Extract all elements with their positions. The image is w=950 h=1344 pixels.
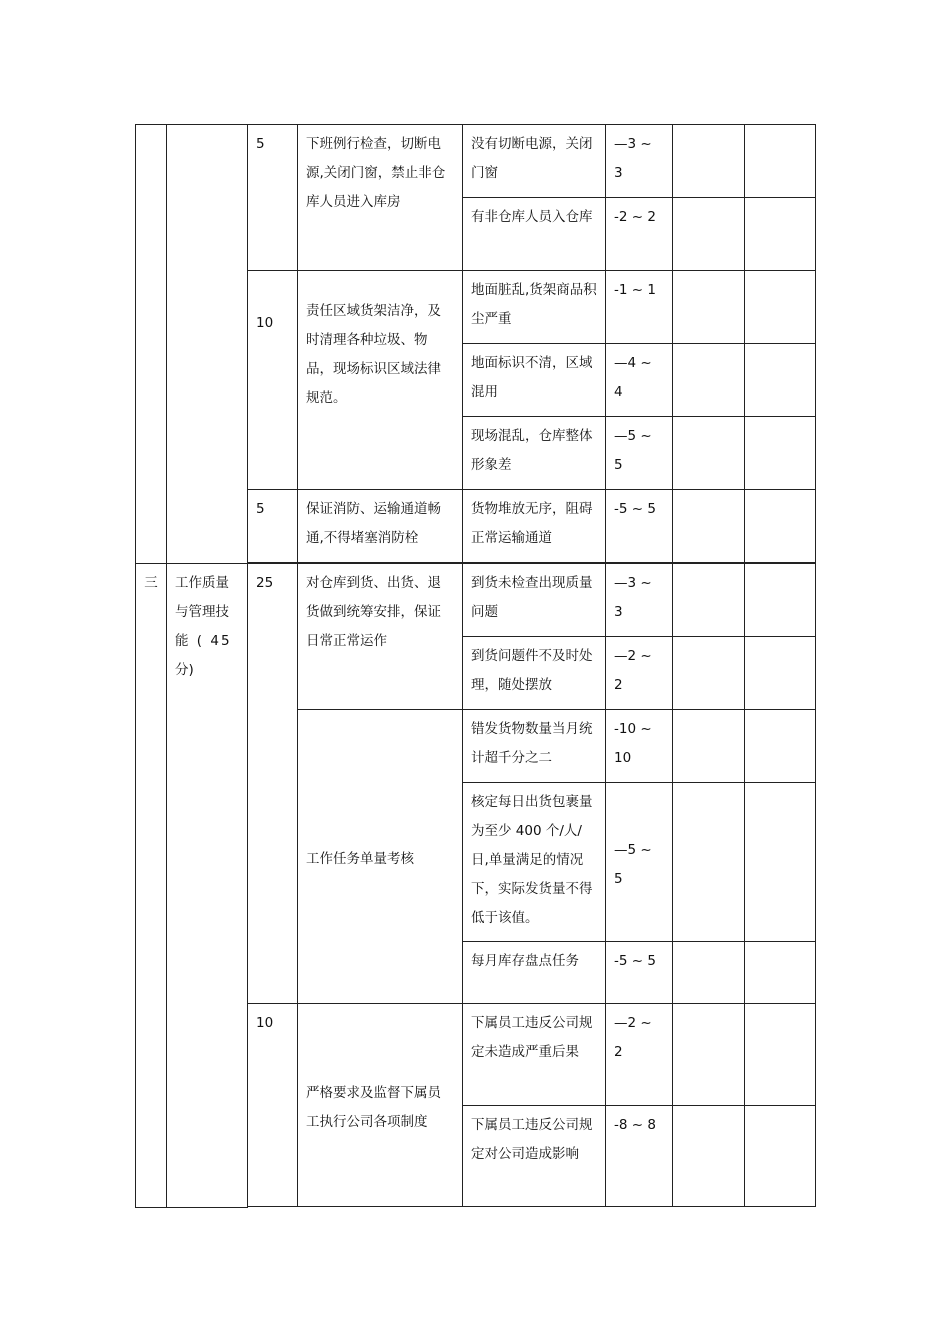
empty-cell	[745, 1106, 816, 1207]
empty-cell	[745, 271, 816, 344]
standard-cell: 下班例行检查，切断电源,关闭门窗，禁止非仓库人员进入库房	[298, 125, 463, 271]
category-cell	[167, 564, 248, 1208]
empty-cell	[298, 1207, 463, 1208]
empty-cell	[673, 125, 745, 198]
empty-cell	[673, 344, 745, 417]
range-cell: -1 ~ 1	[606, 271, 673, 344]
item-cell: 地面标识不清，区域混用	[463, 344, 606, 417]
score-cell: 5	[248, 125, 298, 271]
empty-cell	[673, 1106, 745, 1207]
range-cell: —5 ~ 5	[606, 783, 673, 942]
standard-cell: 工作任务单量考核	[298, 710, 463, 1004]
assessment-table	[135, 124, 816, 1208]
range-cell: -2 ~ 2	[606, 198, 673, 271]
item-cell: 错发货物数量当月统计超千分之二	[463, 710, 606, 783]
empty-cell	[463, 1207, 606, 1208]
item-cell: 下属员工违反公司规定对公司造成影响	[463, 1106, 606, 1207]
empty-cell	[673, 490, 745, 563]
empty-cell	[673, 271, 745, 344]
range-cell: -10 ~ 10	[606, 710, 673, 783]
item-cell: 有非仓库人员入仓库	[463, 198, 606, 271]
empty-cell	[745, 783, 816, 942]
category-line: 能 ( 45	[175, 633, 232, 649]
empty-cell	[745, 564, 816, 637]
standard-cell: 严格要求及监督下属员工执行公司各项制度	[298, 1004, 463, 1207]
empty-cell	[673, 564, 745, 637]
standard-cell: 责任区域货架洁净，及时清理各种垃圾、物品，现场标识区域法律规范。	[298, 271, 463, 490]
item-cell: 没有切断电源，关闭门窗	[463, 125, 606, 198]
item-cell: 现场混乱，仓库整体形象差	[463, 417, 606, 490]
item-cell: 货物堆放无序，阻碍正常运输通道	[463, 490, 606, 563]
item-cell: 每月库存盘点任务	[463, 942, 606, 1004]
score-cell: 5	[248, 490, 298, 563]
empty-cell	[745, 942, 816, 1004]
empty-cell	[745, 417, 816, 490]
score-cell: 10	[248, 1004, 298, 1207]
standard-cell: 对仓库到货、出货、退货做到统筹安排，保证日常正常运作	[298, 564, 463, 710]
score-cell: 25	[248, 564, 298, 1004]
empty-cell	[673, 417, 745, 490]
range-cell: -8 ~ 8	[606, 1106, 673, 1207]
item-cell: 到货未检查出现质量问题	[463, 564, 606, 637]
empty-cell	[745, 198, 816, 271]
empty-cell	[745, 125, 816, 198]
range-cell: -5 ~ 5	[606, 490, 673, 563]
table-row	[136, 564, 816, 637]
table-row	[136, 125, 816, 198]
range-cell: —2 ~ 2	[606, 637, 673, 710]
item-cell: 到货问题件不及时处理，随处摆放	[463, 637, 606, 710]
category-line: 与管理技	[175, 604, 229, 620]
section-index-cell: 三	[136, 564, 167, 1208]
empty-cell	[745, 710, 816, 783]
range-cell: —3 ~ 3	[606, 564, 673, 637]
empty-cell	[745, 490, 816, 563]
range-cell: —3 ~ 3	[606, 125, 673, 198]
empty-cell	[673, 1207, 745, 1208]
item-cell: 下属员工违反公司规定未造成严重后果	[463, 1004, 606, 1106]
range-cell: -5 ~ 5	[606, 942, 673, 1004]
range-cell: —2 ~ 2	[606, 1004, 673, 1106]
category-cell	[167, 125, 248, 564]
empty-cell	[673, 198, 745, 271]
empty-cell	[745, 1207, 816, 1208]
empty-cell	[248, 1207, 298, 1208]
section-index-cell	[136, 125, 167, 564]
score-cell: 10	[248, 271, 298, 490]
empty-cell	[673, 783, 745, 942]
empty-cell	[745, 637, 816, 710]
item-cell: 地面脏乱,货架商品积尘严重	[463, 271, 606, 344]
standard-cell: 保证消防、运输通道畅通,不得堵塞消防栓	[298, 490, 463, 563]
empty-cell	[606, 1207, 673, 1208]
category-line: 分)	[175, 662, 194, 678]
range-cell: —4 ~ 4	[606, 344, 673, 417]
empty-cell	[673, 637, 745, 710]
empty-cell	[745, 1004, 816, 1106]
empty-cell	[673, 942, 745, 1004]
category-line: 工作质量	[175, 575, 229, 591]
item-cell: 核定每日出货包裹量为至少 400 个/人/日,单量满足的情况下，实际发货量不得低于该值。	[463, 783, 606, 942]
empty-cell	[745, 344, 816, 417]
empty-cell	[673, 1004, 745, 1106]
empty-cell	[673, 710, 745, 783]
range-cell: —5 ~ 5	[606, 417, 673, 490]
